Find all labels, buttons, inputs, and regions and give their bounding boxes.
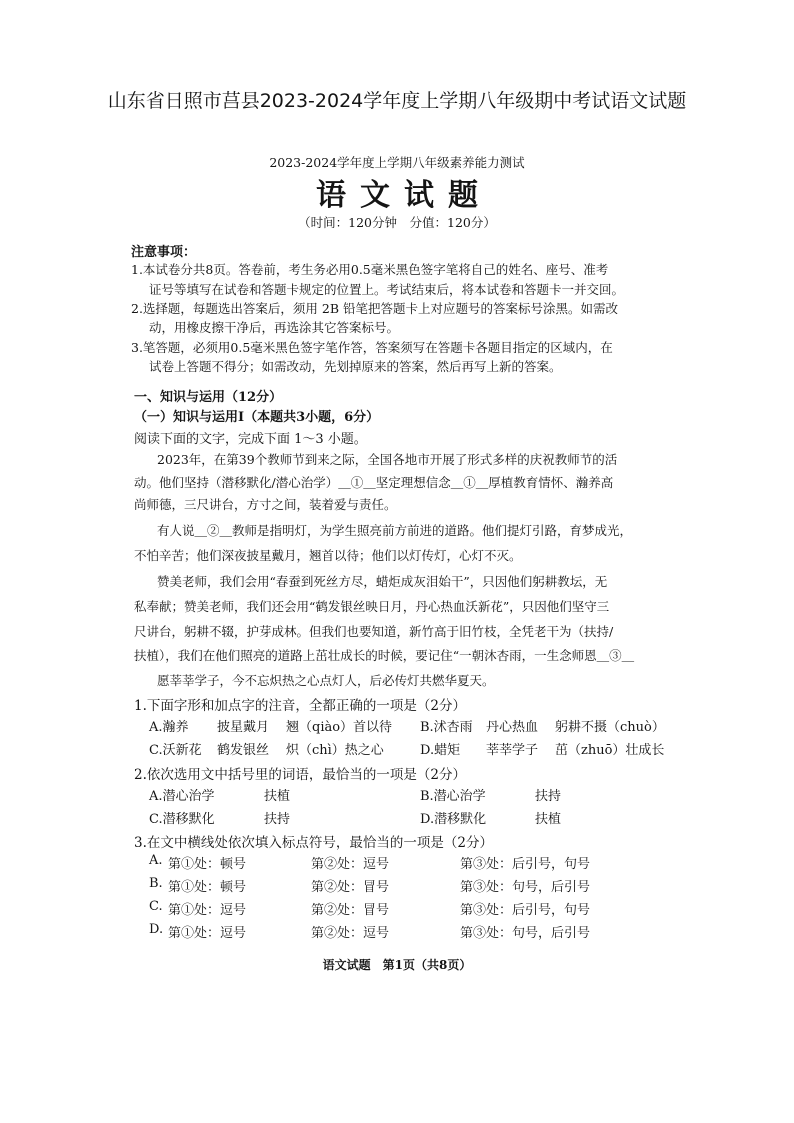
document-title: 山东省日照市莒县2023-2024学年度上学期八年级期中考试语文试题	[107, 90, 687, 112]
question-1-stem: 1.下面字形和加点字的注音，全都正确的一项是（2分）	[134, 698, 466, 714]
passage-line: 愿莘莘学子，今不忘炽热之心点灯人，后必传灯共燃华夏天。	[157, 673, 495, 688]
passage-line: 尺讲台，躬耕不辍，护芽成林。但我们也要知道，新竹高于旧竹枝，全凭老干为（扶持/	[134, 624, 614, 639]
passage-line: 不怕辛苦；他们深夜披星戴月，翘首以待；他们以灯传灯，心灯不灭。	[134, 548, 522, 563]
option-d-2: 扶植	[535, 812, 562, 827]
section-heading: 一、知识与运用（12分）	[134, 390, 283, 405]
option-c-1: C.潜移默化	[149, 812, 215, 827]
option-d-mark-3: 第③处：句号，后引号	[460, 926, 591, 941]
option-a-mark-3: 第③处：后引号，句号	[460, 857, 591, 872]
option-b-2: 扶持	[535, 789, 562, 804]
passage-line: 尚师德，三尺讲台，方寸之间，装着爱与责任。	[134, 497, 397, 512]
passage-line: 动。他们坚持（潜移默化/潜心治学）＿①＿坚定理想信念＿①＿厚植教育情怀、瀚养高	[134, 475, 614, 490]
question-3-stem: 3.在文中横线处依次填入标点符号，最恰当的一项是（2分）	[134, 835, 493, 851]
option-a-mark-1: 第①处：顿号	[168, 857, 247, 872]
passage-line: 赞美老师，我们会用“春蚕到死丝方尽，蜡炬成灰泪始干”，只因他们躬耕教坛，无	[157, 574, 608, 589]
option-d-3: 茁（zhuō）壮成长	[555, 743, 665, 758]
option-c-letter: C.	[149, 899, 163, 914]
option-d-2: 莘莘学子	[486, 743, 539, 758]
option-b-mark-3: 第③处：句号，后引号	[460, 880, 591, 895]
option-b-1: B.沭杏雨	[420, 720, 473, 735]
exam-main-title: 语文试题	[316, 178, 492, 213]
option-a-3: 翘（qiào）首以待	[286, 720, 393, 735]
option-c-1: C.沃新花	[149, 743, 202, 758]
option-c-2: 鹤发银丝	[217, 743, 270, 758]
option-a-letter: A.	[149, 853, 163, 868]
reading-instruction: 阅读下面的文字，完成下面 1～3 小题。	[134, 432, 367, 447]
passage-line: 扶植），我们在他们照亮的道路上茁壮成长的时候，要记住“一朝沐杏雨，一生念师恩＿③＿	[134, 648, 635, 663]
notice-line: 动，用橡皮擦干净后，再选涂其它答案标号。	[149, 320, 400, 335]
option-c-mark-2: 第②处：冒号	[311, 903, 390, 918]
option-c-mark-1: 第①处：逗号	[168, 903, 247, 918]
option-a-1: A.潜心治学	[149, 789, 215, 804]
option-c-3: 炽（chì）热之心	[286, 743, 384, 758]
passage-line: 2023年，在第39个教师节到来之际，全国各地市开展了形式多样的庆祝教师节的活	[157, 452, 618, 467]
option-b-1: B.潜心治学	[420, 789, 486, 804]
exam-subtitle: 2023-2024学年度上学期八年级素养能力测试	[269, 155, 525, 170]
notice-line: 试卷上答题不得分；如需改动，先划掉原来的答案，然后再写上新的答案。	[149, 359, 562, 374]
option-b-mark-2: 第②处：冒号	[311, 880, 390, 895]
page-footer: 语文试题 第1页（共8页）	[322, 958, 472, 972]
option-d-mark-2: 第②处：逗号	[311, 926, 390, 941]
option-a-2: 扶植	[264, 789, 291, 804]
option-c-mark-3: 第③处：后引号，句号	[460, 903, 591, 918]
notice-line: 1.本试卷分共8页。答卷前，考生务必用0.5毫米黑色签字笔将自己的姓名、座号、准考	[131, 262, 609, 277]
option-a-mark-2: 第②处：逗号	[311, 857, 390, 872]
option-b-3: 躬耕不摄（chuò）	[555, 720, 665, 735]
notice-heading: 注意事项：	[131, 245, 197, 260]
option-b-2: 丹心热血	[486, 720, 539, 735]
passage-line: 私奉献；赞美老师，我们还会用“鹤发银丝映日月，丹心热血沃新花”，只因他们坚守三	[134, 599, 610, 614]
option-a-1: A.瀚养	[149, 720, 189, 735]
option-d-1: D.蜡矩	[420, 743, 461, 758]
notice-line: 2.选择题，每题选出答案后，须用 2B 铅笔把答题卡上对应题号的答案标号涂黑。如需改	[131, 301, 619, 316]
option-a-2: 披星戴月	[217, 720, 270, 735]
time-and-score: （时间：120分钟 分值：120分）	[298, 215, 496, 230]
subsection-heading: （一）知识与运用Ⅰ（本题共3小题，6分）	[134, 410, 380, 425]
option-b-letter: B.	[149, 876, 163, 891]
option-c-2: 扶持	[264, 812, 291, 827]
notice-line: 证号等填写在试卷和答题卡规定的位置上。考试结束后，将本试卷和答题卡一并交回。	[149, 282, 625, 297]
passage-line: 有人说＿②＿教师是指明灯，为学生照亮前方前进的道路。他们提灯引路，育梦成光，	[157, 523, 633, 538]
option-b-mark-1: 第①处：顿号	[168, 880, 247, 895]
question-2-stem: 2.依次选用文中括号里的词语，最恰当的一项是（2分）	[134, 767, 466, 783]
option-d-mark-1: 第①处：逗号	[168, 926, 247, 941]
option-d-letter: D.	[149, 922, 164, 937]
option-d-1: D.潜移默化	[420, 812, 487, 827]
notice-line: 3.笔答题，必须用0.5毫米黑色签字笔作答，答案须写在答题卡各题目指定的区域内，在	[131, 340, 613, 355]
